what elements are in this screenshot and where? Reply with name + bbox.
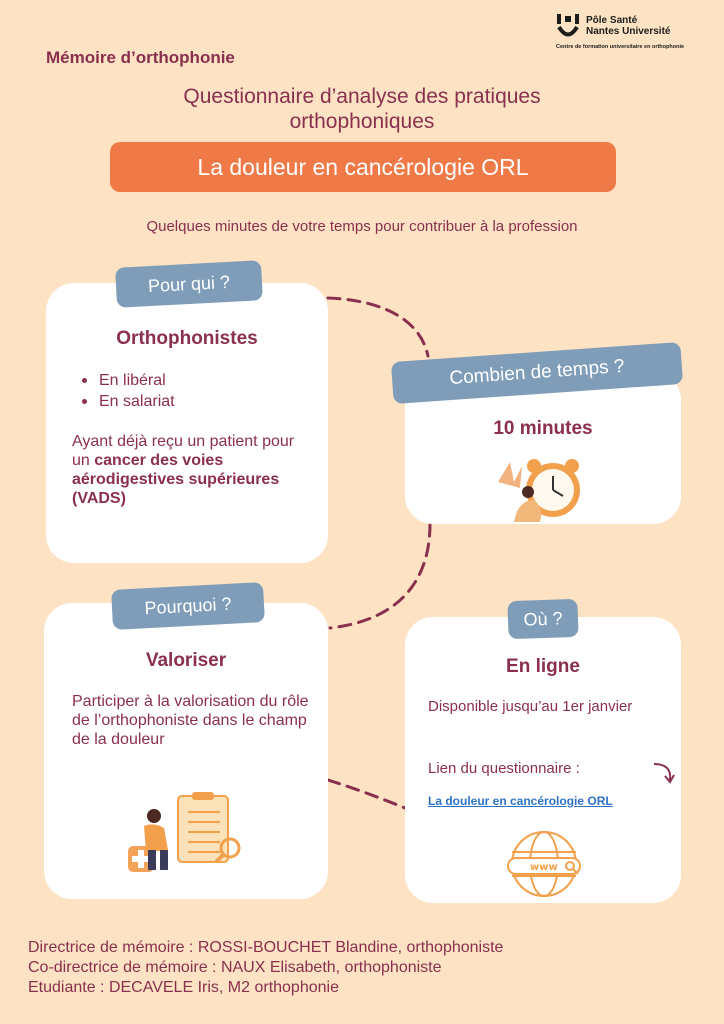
page-tagline: Quelques minutes de votre temps pour contribuer à la profession (146, 218, 578, 235)
bullet-icon (82, 378, 87, 383)
pourquoi-description: Participer à la valorisation du rôle de l’orthophoniste dans le champ de la douleur (72, 693, 309, 748)
page-title: La douleur en cancérologie ORL (110, 142, 616, 192)
bullet-list (82, 370, 175, 412)
page-subtitle: Questionnaire d’analyse des pratiques orthophoniques (183, 85, 541, 133)
ou-description: Disponible jusqu’au 1er janvier (428, 698, 633, 715)
tag-pour-qui: Pour qui ? (115, 260, 263, 308)
footer-directrice: Directrice de mémoire : ROSSI-BOUCHET Blandine, orthophoniste (28, 939, 504, 956)
page-kicker: Mémoire d’orthophonie (46, 48, 235, 67)
tag-pourquoi: Pourquoi ? (111, 582, 265, 630)
heading-orthophonistes: Orthophonistes (116, 328, 258, 349)
svg-text:www: www (530, 862, 558, 873)
card-pour-qui (46, 283, 328, 563)
list-item: En libéral (82, 370, 175, 391)
logo-subtitle: Centre de formation universitaire en orthophonie (556, 44, 685, 50)
checklist-clipboard-icon (124, 790, 248, 878)
curved-arrow-icon (650, 760, 676, 786)
link-label: Lien du questionnaire : (428, 760, 580, 777)
list-item: En salariat (82, 391, 175, 412)
alarm-clock-icon (492, 452, 592, 524)
heading-en-ligne: En ligne (506, 656, 580, 677)
heading-valoriser: Valoriser (145, 650, 227, 671)
footer-etudiante: Etudiante : DECAVELE Iris, M2 orthophonie (28, 979, 339, 996)
heading-10-minutes: 10 minutes (493, 418, 593, 439)
pour-qui-description: Ayant déjà reçu un patient pour un cancer des voies aérodigestives supérieures (VADS) (72, 433, 295, 507)
bullet-icon (82, 399, 87, 404)
www-browser-icon (500, 828, 590, 900)
questionnaire-link[interactable]: La douleur en cancérologie ORL (428, 794, 613, 808)
logo-name: Pôle Santé Nantes Université (586, 15, 671, 37)
footer-credits (28, 938, 503, 998)
tag-combien-de-temps: Combien de temps ? (391, 342, 683, 404)
footer-co-directrice: Co-directrice de mémoire : NAUX Elisabeth, orthophoniste (28, 959, 442, 976)
tag-ou: Où ? (507, 599, 578, 639)
